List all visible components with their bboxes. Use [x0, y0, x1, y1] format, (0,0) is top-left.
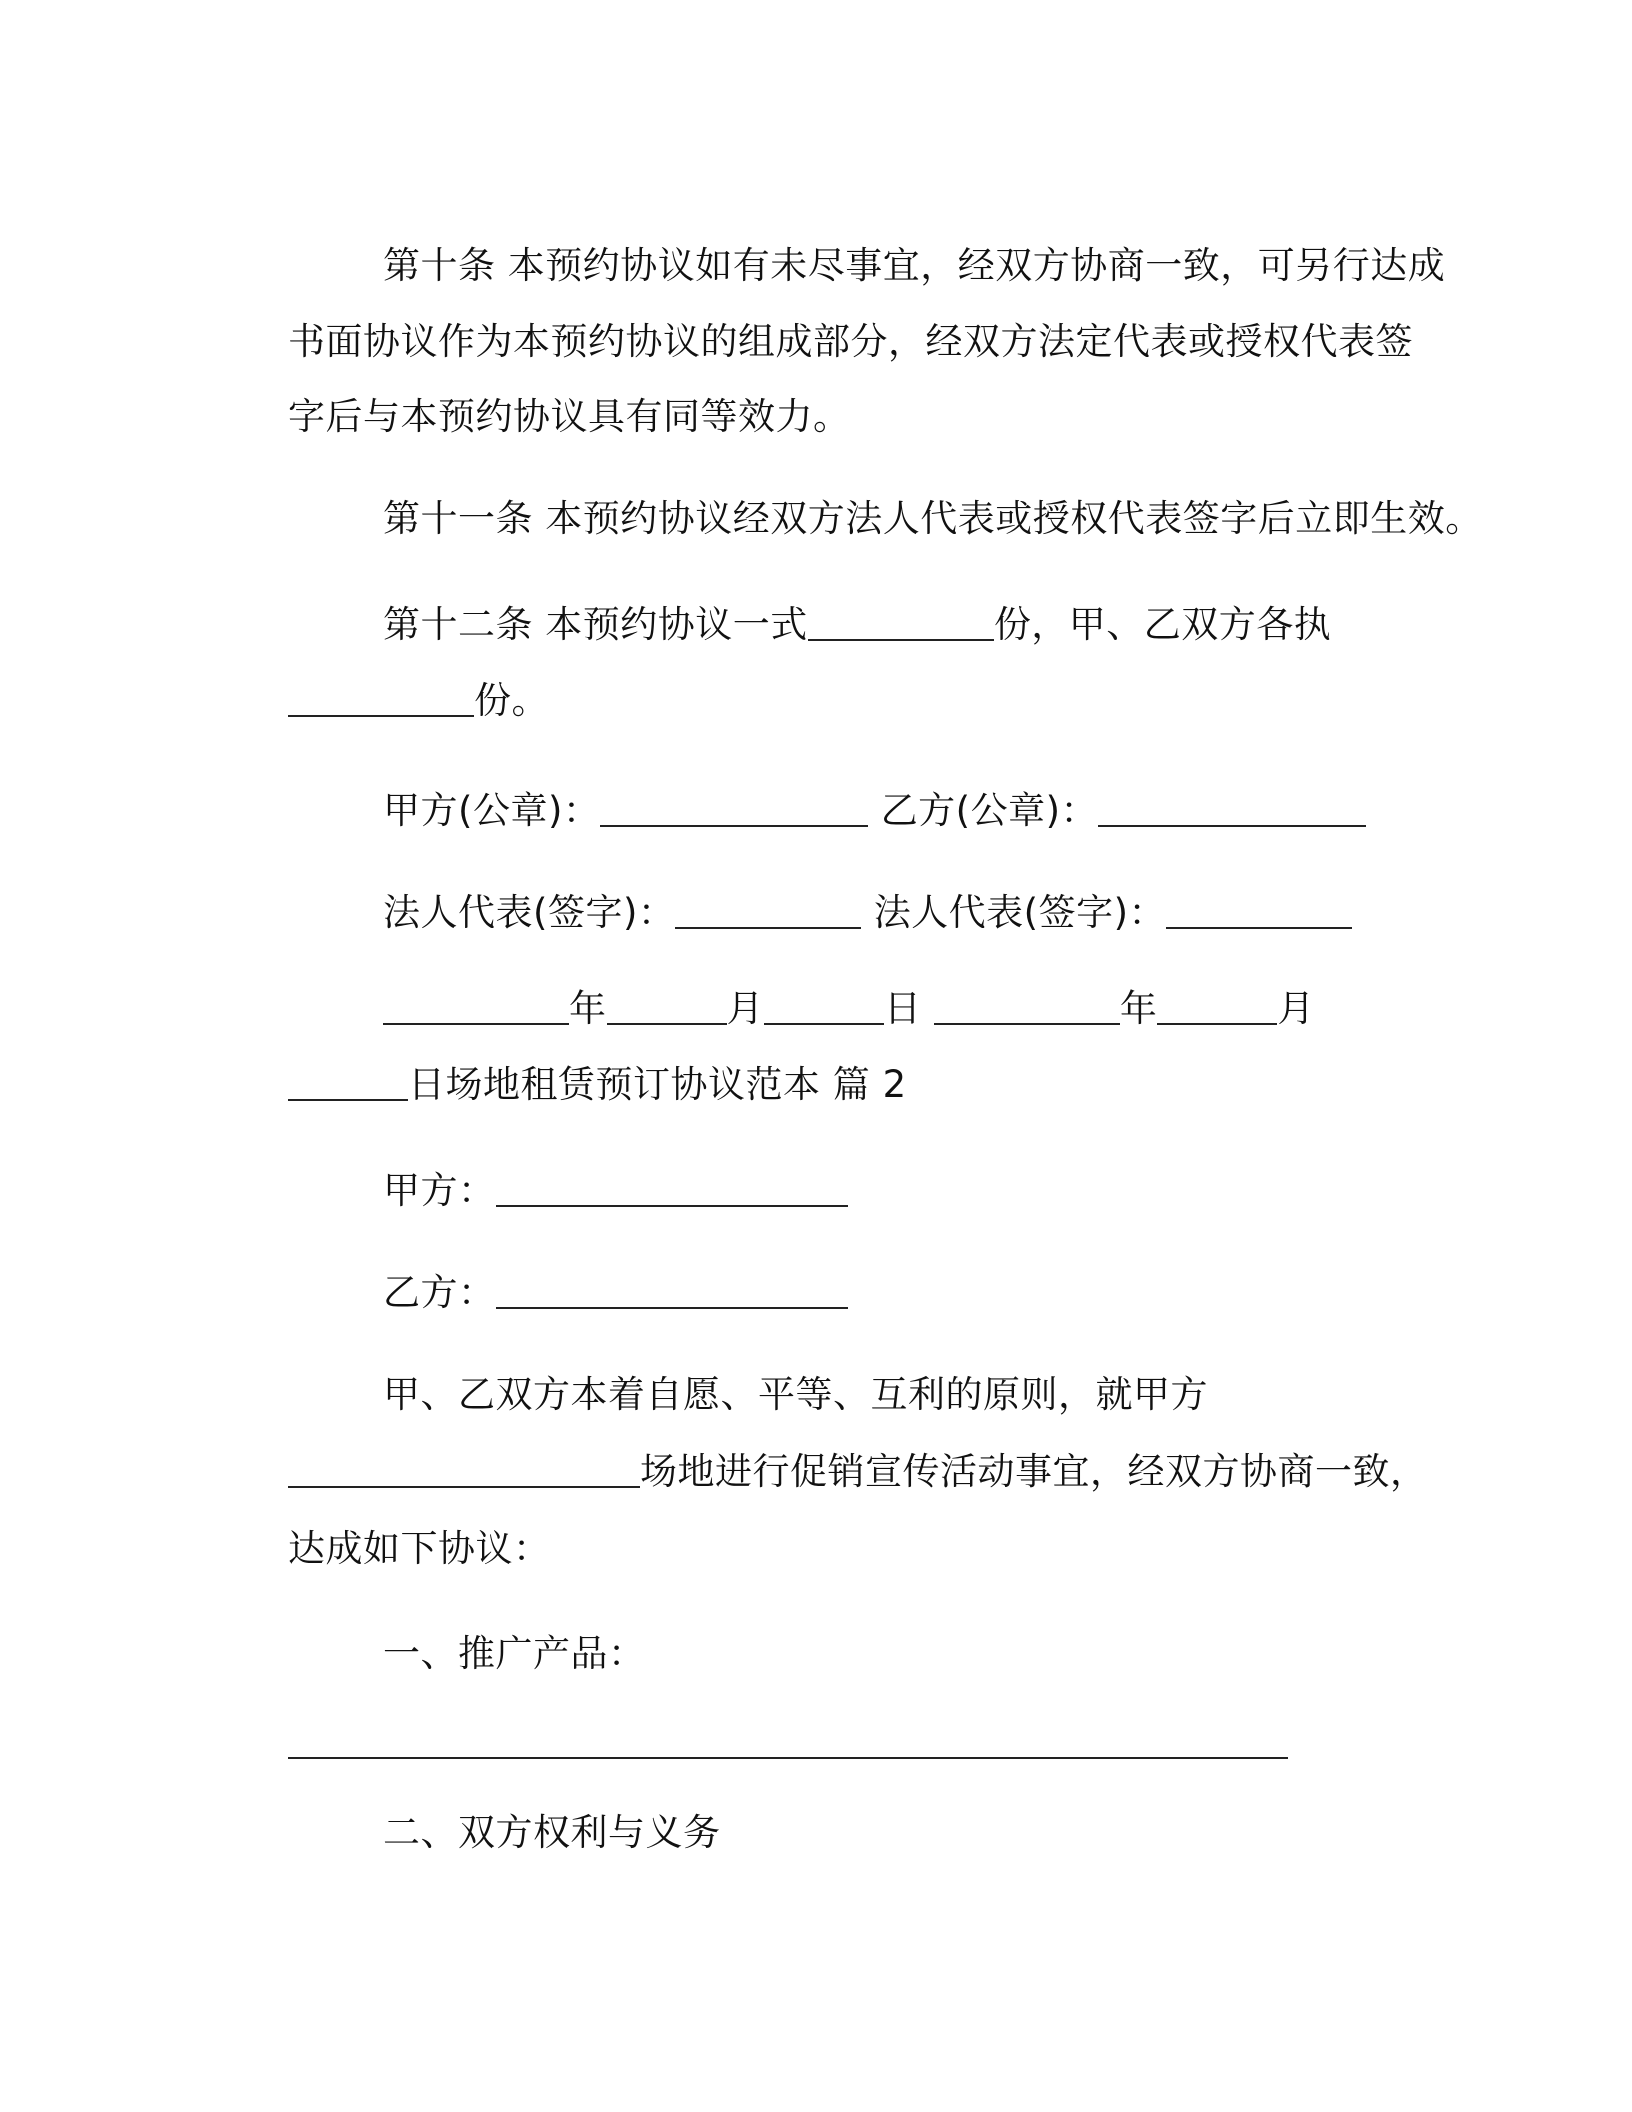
party-b-line: 乙方：: [334, 1224, 848, 1362]
party-b-seal-blank[interactable]: [1098, 795, 1366, 827]
party-a-seal-blank[interactable]: [600, 795, 868, 827]
month-b-blank[interactable]: [1157, 993, 1277, 1025]
article11: 第十一条 本预约协议经双方法人代表或授权代表签字后立即生效。: [383, 497, 1483, 540]
party-b-blank[interactable]: [496, 1277, 848, 1309]
party-a-line: 甲方：: [334, 1122, 848, 1260]
products-blank[interactable]: [288, 1727, 1288, 1759]
section2-heading: 二、双方权利与义务: [383, 1811, 721, 1854]
next-agreement-title: 日场地租赁预订协议范本 篇 2: [408, 1063, 907, 1106]
article12-line1: 第十二条 本预约协议一式 份，甲、乙双方各执: [383, 603, 1332, 646]
seal-line: 甲方(公章)： 乙方(公章)：: [334, 742, 1366, 880]
legal-rep-line: 法人代表(签字)： 法人代表(签字)：: [334, 844, 1352, 982]
article12-line2: 份。: [239, 632, 549, 770]
section1-heading: 一、推广产品：: [383, 1632, 646, 1675]
article10-line1: 第十条 本预约协议如有未尽事宜，经双方协商一致，可另行达成: [383, 244, 1446, 287]
copies-total-blank[interactable]: [808, 609, 994, 641]
intro-line2: 场地进行促销宣传活动事宜，经双方协商一致，: [239, 1403, 1428, 1541]
article10-line2: 书面协议作为本预约协议的组成部分，经双方法定代表或授权代表签: [288, 320, 1414, 363]
copies-each-blank[interactable]: [288, 685, 474, 717]
year-b-blank[interactable]: [934, 993, 1120, 1025]
day-b-blank[interactable]: [288, 1069, 408, 1101]
intro-line3: 达成如下协议：: [288, 1527, 551, 1570]
article10-line3: 字后与本预约协议具有同等效力。: [288, 395, 851, 438]
legal-rep-b-blank[interactable]: [1166, 897, 1352, 929]
party-a-blank[interactable]: [496, 1175, 848, 1207]
date-line: 年 月 日 年 月: [334, 940, 1315, 1078]
intro-line1: 甲、乙双方本着自愿、平等、互利的原则，就甲方: [383, 1373, 1209, 1416]
legal-rep-a-blank[interactable]: [675, 897, 861, 929]
